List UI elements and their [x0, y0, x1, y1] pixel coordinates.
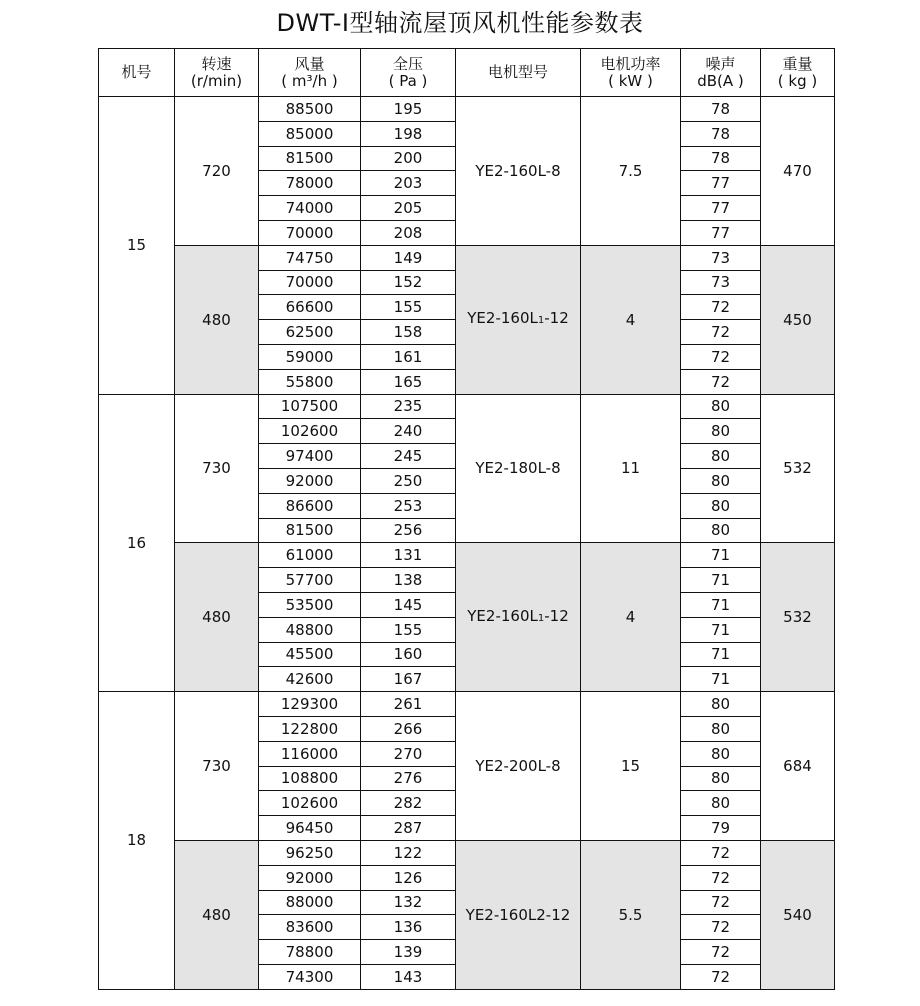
- flow-cell: 97400: [259, 444, 361, 469]
- noise-cell: 72: [681, 295, 761, 320]
- pressure-cell: 132: [361, 890, 456, 915]
- table-row: [99, 394, 835, 419]
- pressure-cell: 149: [361, 245, 456, 270]
- noise-cell: 80: [681, 791, 761, 816]
- noise-cell: 78: [681, 121, 761, 146]
- pressure-cell: 250: [361, 468, 456, 493]
- pressure-cell: 253: [361, 493, 456, 518]
- noise-cell: 72: [681, 865, 761, 890]
- motor-cell: [456, 97, 581, 246]
- speed-cell: 730: [175, 394, 259, 543]
- pressure-cell: 256: [361, 518, 456, 543]
- pressure-cell: 143: [361, 964, 456, 989]
- pressure-cell: 161: [361, 344, 456, 369]
- noise-cell: 80: [681, 741, 761, 766]
- noise-cell: 80: [681, 493, 761, 518]
- pressure-cell: 155: [361, 295, 456, 320]
- header-pressure: 全压 ( Pa ): [361, 49, 456, 97]
- flow-cell: 102600: [259, 419, 361, 444]
- speed-cell: 480: [175, 543, 259, 692]
- model-cell: 15: [99, 97, 175, 395]
- motor-model-text: YE2-160L-8: [475, 161, 561, 180]
- flow-cell: 88500: [259, 97, 361, 122]
- table-body: [99, 97, 835, 990]
- flow-cell: 74000: [259, 196, 361, 221]
- table-row: [99, 840, 835, 865]
- motor-model-text: YE2-160L2-12: [465, 905, 571, 924]
- pressure-cell: 152: [361, 270, 456, 295]
- table-row: [99, 245, 835, 270]
- power-cell: 5.5: [581, 840, 681, 989]
- noise-cell: 72: [681, 915, 761, 940]
- pressure-cell: 155: [361, 617, 456, 642]
- noise-cell: 72: [681, 840, 761, 865]
- flow-cell: 81500: [259, 146, 361, 171]
- flow-cell: 92000: [259, 468, 361, 493]
- weight-cell: 532: [761, 394, 835, 543]
- pressure-cell: 160: [361, 642, 456, 667]
- motor-cell: [456, 394, 581, 543]
- motor-cell: [456, 840, 581, 989]
- motor-model-suffix: -12: [544, 606, 569, 625]
- noise-cell: 78: [681, 146, 761, 171]
- noise-cell: 73: [681, 270, 761, 295]
- header-flow: 风量 ( m³/h ): [259, 49, 361, 97]
- flow-cell: 108800: [259, 766, 361, 791]
- pressure-cell: 240: [361, 419, 456, 444]
- pressure-cell: 126: [361, 865, 456, 890]
- motor-model-text: YE2-160L: [467, 309, 538, 328]
- flow-cell: 96450: [259, 816, 361, 841]
- header-speed: 转速 (r/min): [175, 49, 259, 97]
- noise-cell: 77: [681, 171, 761, 196]
- flow-cell: 53500: [259, 592, 361, 617]
- noise-cell: 80: [681, 394, 761, 419]
- pressure-cell: 145: [361, 592, 456, 617]
- noise-cell: 72: [681, 320, 761, 345]
- flow-cell: 107500: [259, 394, 361, 419]
- pressure-cell: 245: [361, 444, 456, 469]
- flow-cell: 66600: [259, 295, 361, 320]
- power-cell: 4: [581, 543, 681, 692]
- header-noise: 噪声 dB(A ): [681, 49, 761, 97]
- noise-cell: 72: [681, 964, 761, 989]
- power-cell: 15: [581, 692, 681, 841]
- pressure-cell: 282: [361, 791, 456, 816]
- header-motor: 电机型号: [456, 49, 581, 97]
- noise-cell: 78: [681, 97, 761, 122]
- flow-cell: 81500: [259, 518, 361, 543]
- flow-cell: 78800: [259, 940, 361, 965]
- pressure-cell: 270: [361, 741, 456, 766]
- noise-cell: 80: [681, 468, 761, 493]
- pressure-cell: 276: [361, 766, 456, 791]
- noise-cell: 80: [681, 419, 761, 444]
- pressure-cell: 205: [361, 196, 456, 221]
- pressure-cell: 261: [361, 692, 456, 717]
- noise-cell: 71: [681, 543, 761, 568]
- header-power: 电机功率 ( kW ): [581, 49, 681, 97]
- flow-cell: 83600: [259, 915, 361, 940]
- flow-cell: 129300: [259, 692, 361, 717]
- noise-cell: 72: [681, 369, 761, 394]
- pressure-cell: 266: [361, 716, 456, 741]
- weight-cell: 470: [761, 97, 835, 246]
- noise-cell: 80: [681, 716, 761, 741]
- pressure-cell: 167: [361, 667, 456, 692]
- pressure-cell: 195: [361, 97, 456, 122]
- noise-cell: 71: [681, 642, 761, 667]
- power-cell: 4: [581, 245, 681, 394]
- pressure-cell: 136: [361, 915, 456, 940]
- flow-cell: 57700: [259, 568, 361, 593]
- motor-model-text: YE2-200L-8: [475, 757, 561, 776]
- power-cell: 11: [581, 394, 681, 543]
- flow-cell: 70000: [259, 270, 361, 295]
- motor-model-subscript: 1: [537, 315, 545, 327]
- speed-cell: 480: [175, 840, 259, 989]
- flow-cell: 85000: [259, 121, 361, 146]
- flow-cell: 78000: [259, 171, 361, 196]
- flow-cell: 74300: [259, 964, 361, 989]
- noise-cell: 79: [681, 816, 761, 841]
- pressure-cell: 138: [361, 568, 456, 593]
- noise-cell: 77: [681, 220, 761, 245]
- pressure-cell: 208: [361, 220, 456, 245]
- header-row: [99, 49, 835, 97]
- flow-cell: 70000: [259, 220, 361, 245]
- pressure-cell: 131: [361, 543, 456, 568]
- flow-cell: 86600: [259, 493, 361, 518]
- motor-model-text: YE2-160L: [467, 606, 538, 625]
- motor-model-subscript: 1: [537, 612, 545, 624]
- table-row: [99, 692, 835, 717]
- flow-cell: 88000: [259, 890, 361, 915]
- flow-cell: 42600: [259, 667, 361, 692]
- header-model: 机号: [99, 49, 175, 97]
- flow-cell: 62500: [259, 320, 361, 345]
- table-row: [99, 543, 835, 568]
- flow-cell: 74750: [259, 245, 361, 270]
- weight-cell: 684: [761, 692, 835, 841]
- weight-cell: 532: [761, 543, 835, 692]
- performance-table: [98, 48, 835, 990]
- noise-cell: 80: [681, 692, 761, 717]
- motor-model-suffix: -12: [544, 309, 569, 328]
- flow-cell: 102600: [259, 791, 361, 816]
- motor-cell: [456, 245, 581, 394]
- table-row: [99, 97, 835, 122]
- noise-cell: 72: [681, 890, 761, 915]
- model-cell: 18: [99, 692, 175, 990]
- speed-cell: 730: [175, 692, 259, 841]
- power-cell: 7.5: [581, 97, 681, 246]
- pressure-cell: 200: [361, 146, 456, 171]
- noise-cell: 71: [681, 592, 761, 617]
- flow-cell: 92000: [259, 865, 361, 890]
- noise-cell: 71: [681, 617, 761, 642]
- flow-cell: 122800: [259, 716, 361, 741]
- noise-cell: 73: [681, 245, 761, 270]
- noise-cell: 71: [681, 667, 761, 692]
- noise-cell: 80: [681, 766, 761, 791]
- pressure-cell: 198: [361, 121, 456, 146]
- motor-cell: [456, 543, 581, 692]
- pressure-cell: 122: [361, 840, 456, 865]
- flow-cell: 61000: [259, 543, 361, 568]
- pressure-cell: 158: [361, 320, 456, 345]
- pressure-cell: 235: [361, 394, 456, 419]
- pressure-cell: 165: [361, 369, 456, 394]
- flow-cell: 59000: [259, 344, 361, 369]
- noise-cell: 72: [681, 344, 761, 369]
- motor-model-text: YE2-180L-8: [475, 459, 561, 478]
- weight-cell: 450: [761, 245, 835, 394]
- noise-cell: 80: [681, 444, 761, 469]
- weight-cell: 540: [761, 840, 835, 989]
- flow-cell: 116000: [259, 741, 361, 766]
- model-cell: 16: [99, 394, 175, 692]
- noise-cell: 71: [681, 568, 761, 593]
- header-weight: 重量 ( kg ): [761, 49, 835, 97]
- noise-cell: 80: [681, 518, 761, 543]
- noise-cell: 72: [681, 940, 761, 965]
- pressure-cell: 287: [361, 816, 456, 841]
- flow-cell: 45500: [259, 642, 361, 667]
- motor-cell: [456, 692, 581, 841]
- pressure-cell: 203: [361, 171, 456, 196]
- speed-cell: 480: [175, 245, 259, 394]
- page-title: DWT-I型轴流屋顶风机性能参数表: [276, 9, 644, 37]
- pressure-cell: 139: [361, 940, 456, 965]
- noise-cell: 77: [681, 196, 761, 221]
- flow-cell: 48800: [259, 617, 361, 642]
- flow-cell: 96250: [259, 840, 361, 865]
- flow-cell: 55800: [259, 369, 361, 394]
- speed-cell: 720: [175, 97, 259, 246]
